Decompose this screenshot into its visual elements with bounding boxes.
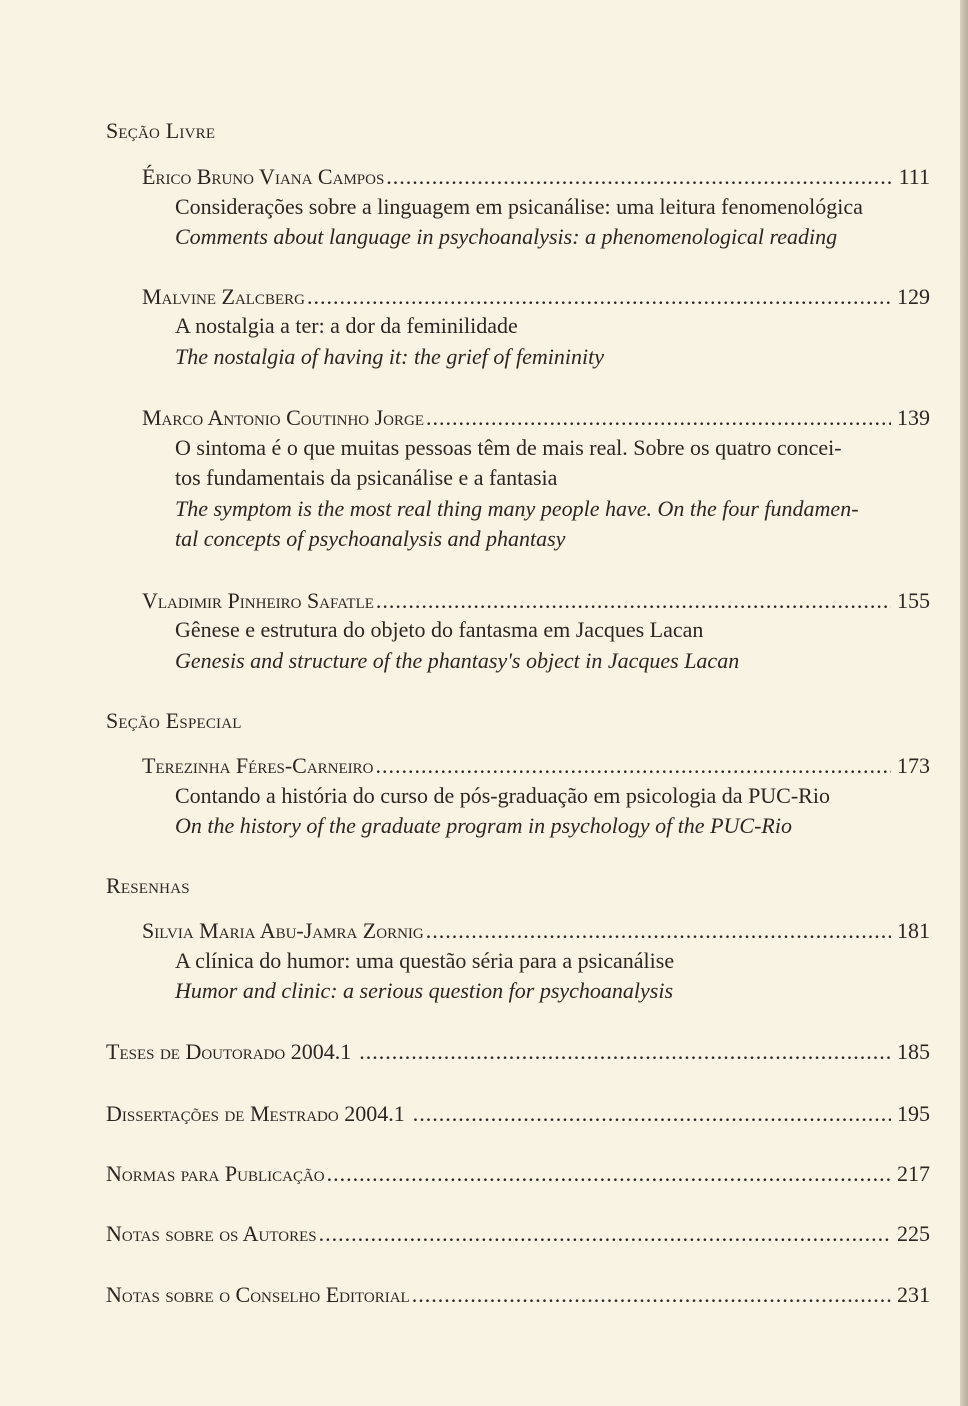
toc-entry-dissertacoes[interactable] <box>106 1101 930 1127</box>
page-edge-shadow <box>960 0 968 1406</box>
entry-label: Dissertações de Mestrado 2004.1 <box>106 1101 405 1126</box>
toc-entry[interactable] <box>142 284 930 310</box>
section-heading-resenhas: Resenhas <box>106 873 190 898</box>
entry-author: Silvia Maria Abu-Jamra Zornig <box>142 918 424 943</box>
entry-page-number: 155 <box>897 588 930 613</box>
entry-label: Normas para Publicação <box>106 1161 325 1186</box>
entry-title-english: Comments about language in psychoanalysis: a phenomenological reading <box>175 224 838 249</box>
entry-title: Gênese e estrutura do objeto do fantasma em Jacques Lacan <box>175 617 704 642</box>
toc-entry[interactable] <box>142 918 930 944</box>
entry-page-number: 173 <box>897 753 930 778</box>
toc-entry[interactable] <box>142 405 930 431</box>
entry-title-english-line-2: tal concepts of psychoanalysis and phantasy <box>175 526 566 551</box>
leader-dots <box>386 164 892 190</box>
entry-title-english: The nostalgia of having it: the grief of femininity <box>175 344 604 369</box>
entry-title-english: On the history of the graduate program in psychology of the PUC-Rio <box>175 813 792 838</box>
entry-author: Vladimir Pinheiro Safatle <box>142 588 374 613</box>
entry-title: A nostalgia a ter: a dor da feminilidade <box>175 313 518 338</box>
leader-dots <box>376 588 891 614</box>
entry-page-number: 185 <box>897 1039 930 1064</box>
entry-page-number: 217 <box>897 1161 930 1186</box>
entry-title: A clínica do humor: uma questão séria para a psicanálise <box>175 948 675 973</box>
entry-title: Contando a história do curso de pós-graduação em psicologia da PUC-Rio <box>175 783 830 808</box>
entry-author: Marco Antonio Coutinho Jorge <box>142 405 425 430</box>
entry-title-line-2: tos fundamentais da psicanálise e a fantasia <box>175 465 558 490</box>
entry-page-number: 111 <box>898 164 930 189</box>
entry-title-line-1: O sintoma é o que muitas pessoas têm de mais real. Sobre os quatro concei- <box>175 435 842 460</box>
section-heading-secao-especial: Seção Especial <box>106 708 242 733</box>
toc-entry-notas-autores[interactable] <box>106 1221 930 1247</box>
leader-dots <box>376 753 892 779</box>
entry-author: Érico Bruno Viana Campos <box>142 164 385 189</box>
entry-page-number: 181 <box>897 918 930 943</box>
entry-label: Teses de Doutorado 2004.1 <box>106 1039 352 1064</box>
leader-dots <box>327 1161 891 1187</box>
entry-page-number: 231 <box>897 1282 930 1307</box>
entry-page-number: 139 <box>897 405 930 430</box>
entry-author: Terezinha Féres-Carneiro <box>142 753 374 778</box>
entry-page-number: 225 <box>897 1221 930 1246</box>
toc-entry[interactable] <box>142 753 930 779</box>
entry-author: Malvine Zalcberg <box>142 284 305 309</box>
entry-page-number: 195 <box>897 1101 930 1126</box>
section-heading-secao-livre: Seção Livre <box>106 118 216 143</box>
entry-title-english: Humor and clinic: a serious question for psychoanalysis <box>175 978 674 1003</box>
leader-dots <box>413 1101 891 1127</box>
leader-dots <box>359 1039 891 1065</box>
entry-label: Notas sobre o Conselho Editorial <box>106 1282 410 1307</box>
entry-page-number: 129 <box>897 284 930 309</box>
toc-entry-normas[interactable] <box>106 1161 930 1187</box>
toc-entry-notas-conselho[interactable] <box>106 1282 930 1308</box>
leader-dots <box>426 918 891 944</box>
leader-dots <box>319 1221 891 1247</box>
entry-title-english: Genesis and structure of the phantasy's object in Jacques Lacan <box>175 648 740 673</box>
entry-label: Notas sobre os Autores <box>106 1221 317 1246</box>
entry-title-english-line-1: The symptom is the most real thing many people have. On the four fundamen- <box>175 496 859 521</box>
toc-entry[interactable] <box>142 164 930 190</box>
entry-title: Considerações sobre a linguagem em psicanálise: uma leitura fenomenológica <box>175 194 863 219</box>
leader-dots <box>307 284 891 310</box>
leader-dots <box>426 405 891 431</box>
leader-dots <box>412 1282 891 1308</box>
toc-entry-teses[interactable] <box>106 1039 930 1065</box>
toc-entry[interactable] <box>142 588 930 614</box>
